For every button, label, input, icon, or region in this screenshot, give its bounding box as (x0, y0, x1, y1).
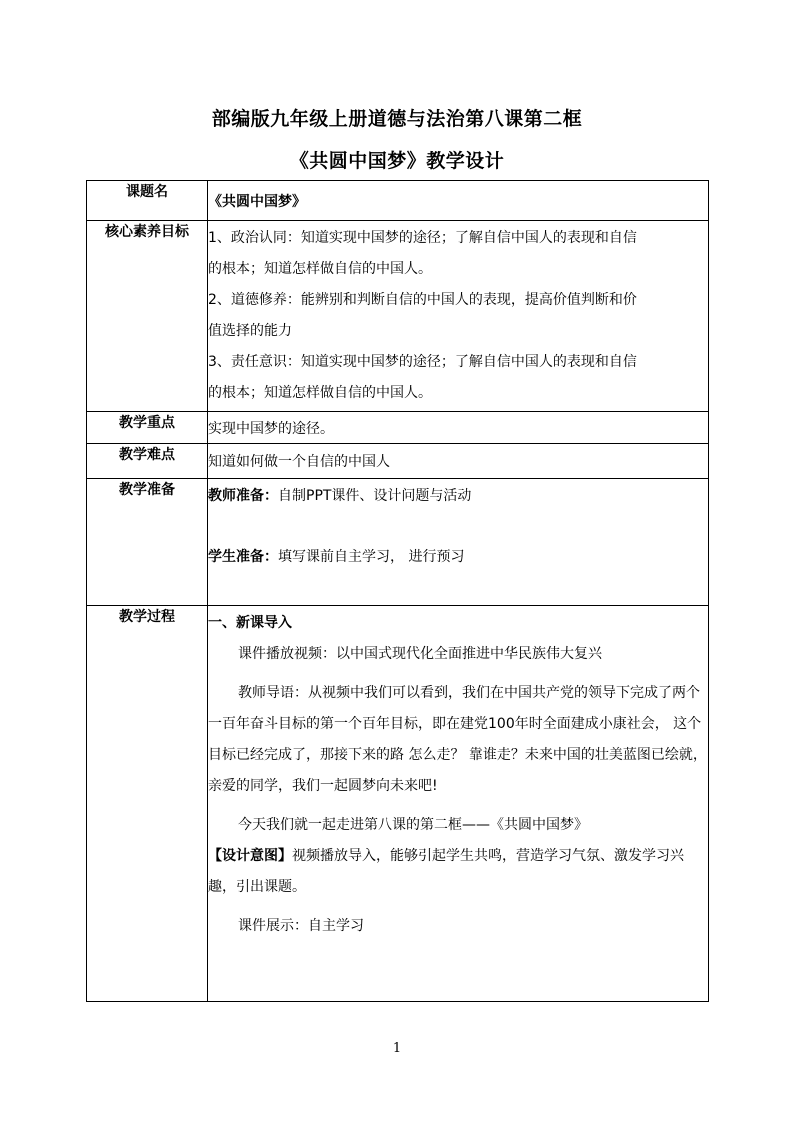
section-heading: 一、新课导入 (208, 615, 292, 631)
page-number: 1 (392, 1041, 402, 1056)
preparation-value (208, 479, 709, 606)
process-paragraph: 课件播放视频：以中国式现代化全面推进中华民族伟大复兴 (238, 646, 602, 662)
difficulty-value: 知道如何做一个自信的中国人 (208, 444, 709, 479)
preparation-label: 教学准备 (87, 479, 208, 606)
process-paragraph: 课件展示：自主学习 (238, 918, 364, 934)
teacher-preparation: 教师准备：自制PPT课件、设计问题与活动 (208, 488, 472, 504)
goal-line: 1、政治认同：知道实现中国梦的途径；了解自信中国人的表现和自信 (208, 230, 637, 246)
key-point-value: 实现中国梦的途径。 (208, 412, 709, 444)
row-difficulty (87, 444, 709, 479)
row-process (87, 606, 709, 1002)
row-goals (87, 221, 709, 412)
goals-value (208, 221, 709, 412)
topic-label: 课题名 (87, 181, 208, 221)
process-value (208, 606, 709, 1002)
row-preparation (87, 479, 709, 606)
row-key-point (87, 412, 709, 444)
doc-title-line-1: 部编版九年级上册道德与法治第八课第二框 (211, 108, 583, 130)
goal-line: 3、责任意识：知道实现中国梦的途径；了解自信中国人的表现和自信 (208, 354, 637, 370)
doc-title-line-2: 《共圆中国梦》教学设计 (289, 150, 505, 172)
key-point-label: 教学重点 (87, 412, 208, 444)
design-intent: 【设计意图】视频播放导入，能够引起学生共鸣，营造学习气氛、激发学习兴趣，引出课题。 (208, 848, 684, 895)
goal-line: 2、道德修养：能辨别和判断自信的中国人的表现，提高价值判断和价 (208, 292, 637, 308)
process-paragraph: 教师导语：从视频中我们可以看到，我们在中国共产党的领导下完成了两个一百年奋斗目标的第一个百年目标，即在建党100年时全面建成小康社会， 这个目标已经完成了，那接下来的路 怎么走？ 靠谁走？未来中国的壮美蓝图已绘就，亲爱的同学，我们一起圆梦向未来吧! (208, 685, 707, 794)
student-preparation: 学生准备：填写课前自主学习， 进行预习 (208, 549, 465, 565)
goal-line: 的根本；知道怎样做自信的中国人。 (208, 261, 432, 277)
row-topic (87, 181, 709, 221)
process-paragraph: 今天我们就一起走进第八课的第二框——《共圆中国梦》 (238, 817, 588, 833)
difficulty-label: 教学难点 (87, 444, 208, 479)
goal-line: 的根本；知道怎样做自信的中国人。 (208, 385, 432, 401)
lesson-plan-table (86, 180, 709, 1002)
topic-value: 《共圆中国梦》 (208, 181, 709, 221)
process-label: 教学过程 (87, 606, 208, 1002)
goals-label: 核心素养目标 (87, 221, 208, 412)
goal-line: 值选择的能力 (208, 323, 292, 339)
